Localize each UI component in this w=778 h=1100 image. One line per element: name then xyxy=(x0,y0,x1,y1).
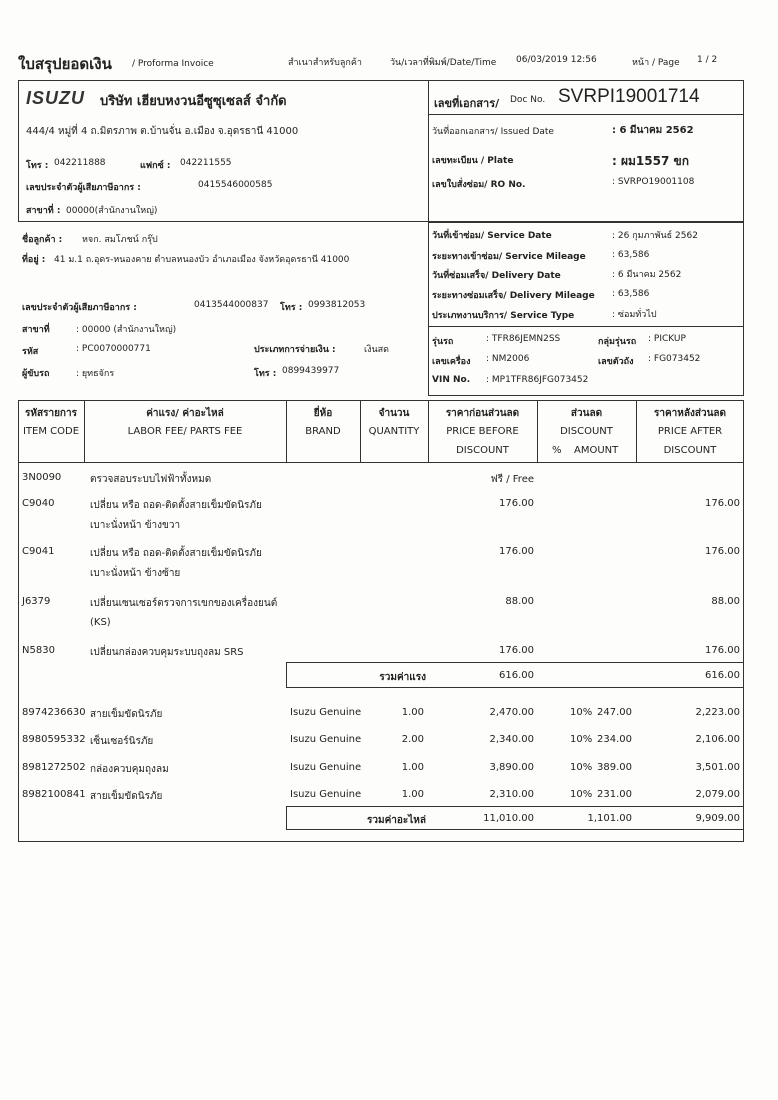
col-after-th: ราคาหลังส่วนลด xyxy=(653,408,727,419)
copy-label: สำเนาสำหรับลูกค้า xyxy=(288,58,362,68)
page-label: หน้า / Page xyxy=(632,58,680,68)
labor-total-label: รวมค่าแรง xyxy=(379,672,426,683)
parts-total-before: 11,010.00 xyxy=(483,813,534,824)
document-title-th: ใบสรุปยอดเงิน xyxy=(18,55,112,73)
item-code: C9040 xyxy=(22,498,55,509)
col-disc-en: DISCOUNT xyxy=(560,426,613,437)
customer-name-label: ชื่อลูกค้า : xyxy=(22,235,63,245)
company-branch-label: สาขาที่ : xyxy=(26,206,61,216)
model-value: : TFR86JEMN2SS xyxy=(486,334,561,344)
item-qty: 1.00 xyxy=(401,762,424,773)
plate-value: : ผม1557 ขก xyxy=(612,154,689,168)
item-desc: เปลี่ยน หรือ ถอด-ติดตั้งสายเข็มขัดนิรภัย xyxy=(90,500,262,511)
datetime-label: วัน/เวลาที่พิมพ์/Date/Time xyxy=(390,58,497,68)
item-price-after: 2,106.00 xyxy=(695,734,740,745)
item-discount-pct: 10% xyxy=(570,734,593,745)
item-price-before: 2,310.00 xyxy=(489,789,534,800)
item-discount-amount: 231.00 xyxy=(597,789,632,800)
delivery-mileage-label: ระยะทางซ่อมเสร็จ/ Delivery Mileage xyxy=(432,291,595,301)
item-code: 8980595332 xyxy=(22,734,86,745)
customer-name: หจก. สมโภชน์ กรุ๊ป xyxy=(82,235,158,245)
item-qty: 1.00 xyxy=(401,789,424,800)
item-desc-line2: (KS) xyxy=(90,617,111,628)
group-value: : PICKUP xyxy=(648,334,686,344)
datetime-value: 06/03/2019 12:56 xyxy=(516,55,597,65)
item-discount-amount: 234.00 xyxy=(597,734,632,745)
service-mileage-label: ระยะทางเข้าซ่อม/ Service Mileage xyxy=(432,252,586,262)
item-price-after: 3,501.00 xyxy=(695,762,740,773)
item-brand: Isuzu Genuine xyxy=(290,734,362,745)
customer-code: : PC0070000771 xyxy=(76,344,151,354)
item-desc: สายเข็มขัดนิรภัย xyxy=(90,709,163,720)
item-price-after: 2,079.00 xyxy=(695,789,740,800)
company-phone: 042211888 xyxy=(54,158,106,168)
col-after-en1: PRICE AFTER xyxy=(657,426,723,437)
item-code: 8981272502 xyxy=(22,762,86,773)
item-price-after: 2,223.00 xyxy=(695,707,740,718)
col-desc-th: ค่าแรง/ ค่าอะไหล่ xyxy=(146,408,224,419)
item-price-before: 176.00 xyxy=(499,546,534,557)
col-brand-en: BRAND xyxy=(305,426,341,437)
item-qty: 2.00 xyxy=(401,734,424,745)
engine-value: : NM2006 xyxy=(486,354,530,364)
chassis-value: : FG073452 xyxy=(648,354,701,364)
item-price-before: ฟรี / Free xyxy=(490,474,534,485)
parts-total-label: รวมค่าอะไหล่ xyxy=(366,815,426,826)
company-taxid: 0415546000585 xyxy=(198,180,273,190)
item-price-after: 176.00 xyxy=(705,546,740,557)
issued-label: วันที่ออกเอกสาร/ Issued Date xyxy=(432,127,554,137)
company-phone-label: โทร : xyxy=(26,161,49,171)
item-price-before: 2,470.00 xyxy=(489,707,534,718)
ro-value: : SVRPO19001108 xyxy=(612,177,695,187)
item-price-after: 176.00 xyxy=(705,645,740,656)
col-before-en1: PRICE BEFORE xyxy=(446,426,519,437)
service-date: : 26 กุมภาพันธ์ 2562 xyxy=(612,231,698,241)
col-after-en2: DISCOUNT xyxy=(663,445,717,456)
item-brand: Isuzu Genuine xyxy=(290,762,362,773)
item-desc-line2: เบาะนั่งหน้า ข้างขวา xyxy=(90,520,181,531)
item-code: 8982100841 xyxy=(22,789,86,800)
chassis-label: เลขตัวถัง xyxy=(598,357,634,367)
customer-branch: : 00000 (สำนักงานใหญ่) xyxy=(76,325,177,335)
item-code: C9041 xyxy=(22,546,55,557)
delivery-mileage: : 63,586 xyxy=(612,289,650,299)
docno-value: SVRPI19001714 xyxy=(558,86,700,107)
item-price-after: 176.00 xyxy=(705,498,740,509)
item-code: N5830 xyxy=(22,645,55,656)
company-name: บริษัท เฮียบหงวนอีซูซุเซลส์ จำกัด xyxy=(100,94,287,109)
docno-label: เลขที่เอกสาร/ xyxy=(434,97,500,110)
service-type: : ซ่อมทั่วไป xyxy=(612,310,657,320)
parts-total-discount: 1,101.00 xyxy=(587,813,632,824)
payment-label: ประเภทการจ่ายเงิน : xyxy=(254,345,336,355)
item-desc: เปลี่ยนเซนเซอร์ตรวจการเขกของเครื่องยนต์ xyxy=(90,598,278,609)
col-qty-th: จำนวน xyxy=(378,408,410,419)
item-discount-amount: 247.00 xyxy=(597,707,632,718)
service-type-label: ประเภทงานบริการ/ Service Type xyxy=(432,311,575,321)
item-code: J6379 xyxy=(22,596,51,607)
customer-taxid-label: เลขประจำตัวผู้เสียภาษีอากร : xyxy=(22,303,137,313)
page-value: 1 / 2 xyxy=(697,55,718,65)
item-discount-pct: 10% xyxy=(570,789,593,800)
vin-label: VIN No. xyxy=(432,375,471,385)
vin-value: : MP1TFR86JFG073452 xyxy=(486,375,589,385)
company-branch: 00000(สำนักงานใหญ่) xyxy=(66,206,158,216)
col-disc-pct: % xyxy=(552,445,562,456)
group-label: กลุ่มรุ่นรถ xyxy=(598,337,637,347)
col-brand-th: ยี่ห้อ xyxy=(313,408,333,419)
item-price-before: 3,890.00 xyxy=(489,762,534,773)
delivery-date-label: วันที่ซ่อมเสร็จ/ Delivery Date xyxy=(432,271,561,281)
item-desc: เซ็นเซอร์นิรภัย xyxy=(90,736,154,747)
item-discount-pct: 10% xyxy=(570,762,593,773)
docno-label-en: Doc No. xyxy=(510,95,546,105)
col-before-th: ราคาก่อนส่วนลด xyxy=(445,408,520,419)
col-disc-amount: AMOUNT xyxy=(574,445,619,456)
item-brand: Isuzu Genuine xyxy=(290,789,362,800)
item-desc: กล่องควบคุมถุงลม xyxy=(90,764,169,775)
delivery-date: : 6 มีนาคม 2562 xyxy=(612,270,682,280)
payment-value: เงินสด xyxy=(364,345,389,355)
service-date-label: วันที่เข้าซ่อม/ Service Date xyxy=(432,231,552,241)
customer-address-label: ที่อยู่ : xyxy=(22,255,46,265)
item-desc: เปลี่ยน หรือ ถอด-ติดตั้งสายเข็มขัดนิรภัย xyxy=(90,548,262,559)
col-desc-en: LABOR FEE/ PARTS FEE xyxy=(127,426,243,437)
item-price-before: 2,340.00 xyxy=(489,734,534,745)
document-title-en: / Proforma Invoice xyxy=(132,59,214,69)
customer-taxid: 0413544000837 xyxy=(194,300,269,310)
driver-phone: 0899439977 xyxy=(282,366,340,376)
customer-branch-label: สาขาที่ xyxy=(22,325,50,335)
customer-address: 41 ม.1 ถ.อุดร-หนองคาย ตำบลหนองบัว อำเภอเมือง จังหวัดอุดรธานี 41000 xyxy=(54,255,350,265)
item-price-before: 176.00 xyxy=(499,498,534,509)
item-desc-line2: เบาะนั่งหน้า ข้างซ้าย xyxy=(90,568,181,579)
item-discount-amount: 389.00 xyxy=(597,762,632,773)
plate-label: เลขทะเบียน / Plate xyxy=(432,156,514,166)
issued-value: : 6 มีนาคม 2562 xyxy=(612,125,694,136)
item-price-before: 88.00 xyxy=(505,596,534,607)
customer-code-label: รหัส xyxy=(22,347,39,357)
item-desc: เปลี่ยนกล่องควบคุมระบบถุงลม SRS xyxy=(90,647,244,658)
col-qty-en: QUANTITY xyxy=(368,426,420,437)
driver-phone-label: โทร : xyxy=(254,369,277,379)
item-price-before: 176.00 xyxy=(499,645,534,656)
engine-label: เลขเครื่อง xyxy=(432,357,471,367)
item-discount-pct: 10% xyxy=(570,707,593,718)
isuzu-logo: ISUZU xyxy=(26,88,85,108)
company-taxid-label: เลขประจำตัวผู้เสียภาษีอากร : xyxy=(26,183,141,193)
col-disc-th: ส่วนลด xyxy=(570,408,603,419)
item-desc: สายเข็มขัดนิรภัย xyxy=(90,791,163,802)
company-fax-label: แฟกซ์ : xyxy=(140,161,171,171)
customer-phone: 0993812053 xyxy=(308,300,366,310)
item-brand: Isuzu Genuine xyxy=(290,707,362,718)
item-code: 3N0090 xyxy=(22,472,62,483)
labor-total-before: 616.00 xyxy=(499,670,534,681)
model-label: รุ่นรถ xyxy=(432,337,454,347)
company-fax: 042211555 xyxy=(180,158,232,168)
driver-label: ผู้ขับรถ xyxy=(22,369,50,379)
ro-label: เลขใบสั่งซ่อม/ RO No. xyxy=(432,180,526,190)
driver-name: : ยุทธจักร xyxy=(76,369,115,379)
customer-phone-label: โทร : xyxy=(280,303,303,313)
col-code-en: ITEM CODE xyxy=(22,426,80,437)
item-code: 8974236630 xyxy=(22,707,86,718)
service-mileage: : 63,586 xyxy=(612,250,650,260)
company-address: 444/4 หมู่ที่ 4 ถ.มิตรภาพ ต.บ้านจั่น อ.เมือง จ.อุดรธานี 41000 xyxy=(26,126,299,137)
item-price-after: 88.00 xyxy=(711,596,740,607)
item-desc: ตรวจสอบระบบไฟฟ้าทั้งหมด xyxy=(90,474,212,485)
item-qty: 1.00 xyxy=(401,707,424,718)
col-code-th: รหัสรายการ xyxy=(25,408,77,419)
col-before-en2: DISCOUNT xyxy=(456,445,509,456)
labor-total-after: 616.00 xyxy=(705,670,740,681)
parts-total-after: 9,909.00 xyxy=(695,813,740,824)
